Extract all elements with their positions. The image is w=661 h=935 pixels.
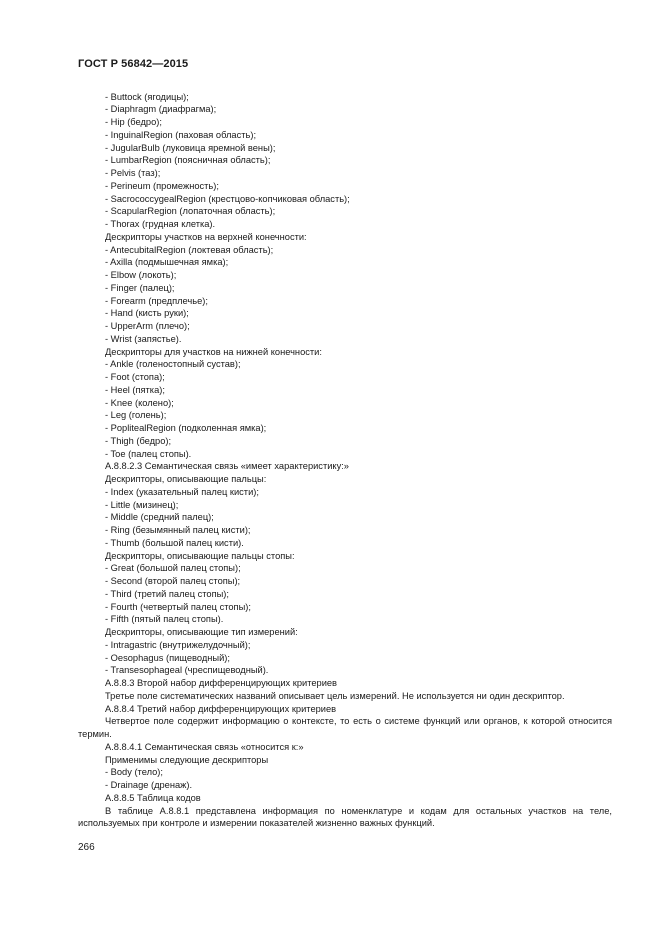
- list-item: - Great (большой палец стопы);: [105, 563, 241, 574]
- list-item: - Foot (стопа);: [105, 372, 165, 382]
- subheading: Применимы следующие дескрипторы: [105, 754, 269, 765]
- list-item: - Pelvis (таз);: [105, 168, 161, 178]
- list-item: - SacrococcygealRegion (крестцово-копчиковая область);: [105, 193, 350, 204]
- section-heading: A.8.8.5 Таблица кодов: [105, 792, 201, 803]
- list-item: - Buttock (ягодицы);: [105, 91, 189, 102]
- list-item: - Forearm (предплечье);: [105, 295, 208, 306]
- list-item: - Thigh (бедро);: [105, 435, 172, 446]
- list-item: - Wrist (запястье).: [105, 333, 182, 344]
- list-item: - Middle (средний палец);: [105, 512, 214, 523]
- paragraph: Четвертое поле содержит информацию о контексте, то есть о системе функций или органов, к которой относится термин.: [78, 716, 612, 739]
- list-item: - LumbarRegion (поясничная область);: [105, 155, 271, 166]
- list-item: - Knee (колено);: [105, 397, 174, 408]
- section-heading: A.8.8.2.3 Семантическая связь «имеет характеристику:»: [105, 461, 349, 472]
- list-item: - Axilla (подмышечная ямка);: [105, 257, 229, 268]
- list-item: - Ankle (голеностопный сустав);: [105, 359, 241, 370]
- subheading: Дескрипторы, описывающие пальцы:: [105, 474, 267, 484]
- paragraph: Третье поле систематических названий описывает цель измерений. Не используется ни один дескриптор.: [105, 690, 565, 701]
- subheading: Дескрипторы участков на верхней конечности:: [105, 231, 307, 242]
- list-item: - Index (указательный палец кисти);: [105, 486, 259, 497]
- list-item: - Finger (палец);: [105, 282, 175, 293]
- document-header: ГОСТ Р 56842—2015: [78, 58, 189, 70]
- list-item: - Perineum (промежность);: [105, 180, 219, 191]
- list-item: - Leg (голень);: [105, 410, 167, 421]
- list-item: - Hand (кисть руки);: [105, 308, 189, 319]
- list-item: - JugularBulb (луковица яремной вены);: [105, 142, 276, 153]
- list-item: - Fifth (пятый палец стопы).: [105, 614, 224, 625]
- list-item: - Thorax (грудная клетка).: [105, 219, 216, 229]
- list-item: - Drainage (дренаж).: [105, 780, 193, 790]
- section-heading: A.8.8.4.1 Семантическая связь «относится к:»: [105, 741, 304, 752]
- list-item: - InguinalRegion (паховая область);: [105, 129, 257, 140]
- list-item: - Oesophagus (пищеводный);: [105, 652, 230, 663]
- list-item: - Transesophageal (чреспищеводный).: [105, 665, 269, 676]
- page-number: 266: [78, 842, 95, 853]
- list-item: - Intragastric (внутрижелудочный);: [105, 639, 251, 650]
- list-item: - Fourth (четвертый палец стопы);: [105, 601, 251, 612]
- list-item: - Little (мизинец);: [105, 499, 179, 510]
- list-item: - Toe (палец стопы).: [105, 448, 192, 459]
- paragraph: В таблице A.8.8.1 представлена информация по номенклатуре и кодам для остальных участков на теле, используемых при контроле и измерении показателей жизненно важных функций.: [78, 805, 612, 829]
- list-item: - Diaphragm (диафрагма);: [105, 104, 217, 115]
- subheading: Дескрипторы, описывающие тип измерений:: [105, 627, 298, 637]
- section-heading: A.8.8.3 Второй набор дифференцирующих критериев: [105, 678, 337, 688]
- document-body: [78, 91, 612, 831]
- list-item: - Ring (безымянный палец кисти);: [105, 525, 251, 535]
- list-item: - Thumb (большой палец кисти).: [105, 537, 244, 548]
- list-item: - Body (тело);: [105, 767, 163, 778]
- list-item: - Heel (пятка);: [105, 384, 165, 395]
- list-item: - AntecubitalRegion (локтевая область);: [105, 244, 274, 255]
- list-item: - Elbow (локоть);: [105, 270, 177, 280]
- subheading: Дескрипторы для участков на нижней конечности:: [105, 346, 322, 357]
- list-item: - Second (второй палец стопы);: [105, 576, 241, 586]
- list-item: - UpperArm (плечо);: [105, 321, 190, 331]
- list-item: - Third (третий палец стопы);: [105, 588, 229, 599]
- section-heading: A.8.8.4 Третий набор дифференцирующих критериев: [105, 703, 337, 714]
- list-item: - ScapularRegion (лопаточная область);: [105, 206, 276, 217]
- list-item: - PoplitealRegion (подколенная ямка);: [105, 423, 267, 433]
- subheading: Дескрипторы, описывающие пальцы стопы:: [105, 550, 295, 561]
- list-item: - Hip (бедро);: [105, 117, 162, 127]
